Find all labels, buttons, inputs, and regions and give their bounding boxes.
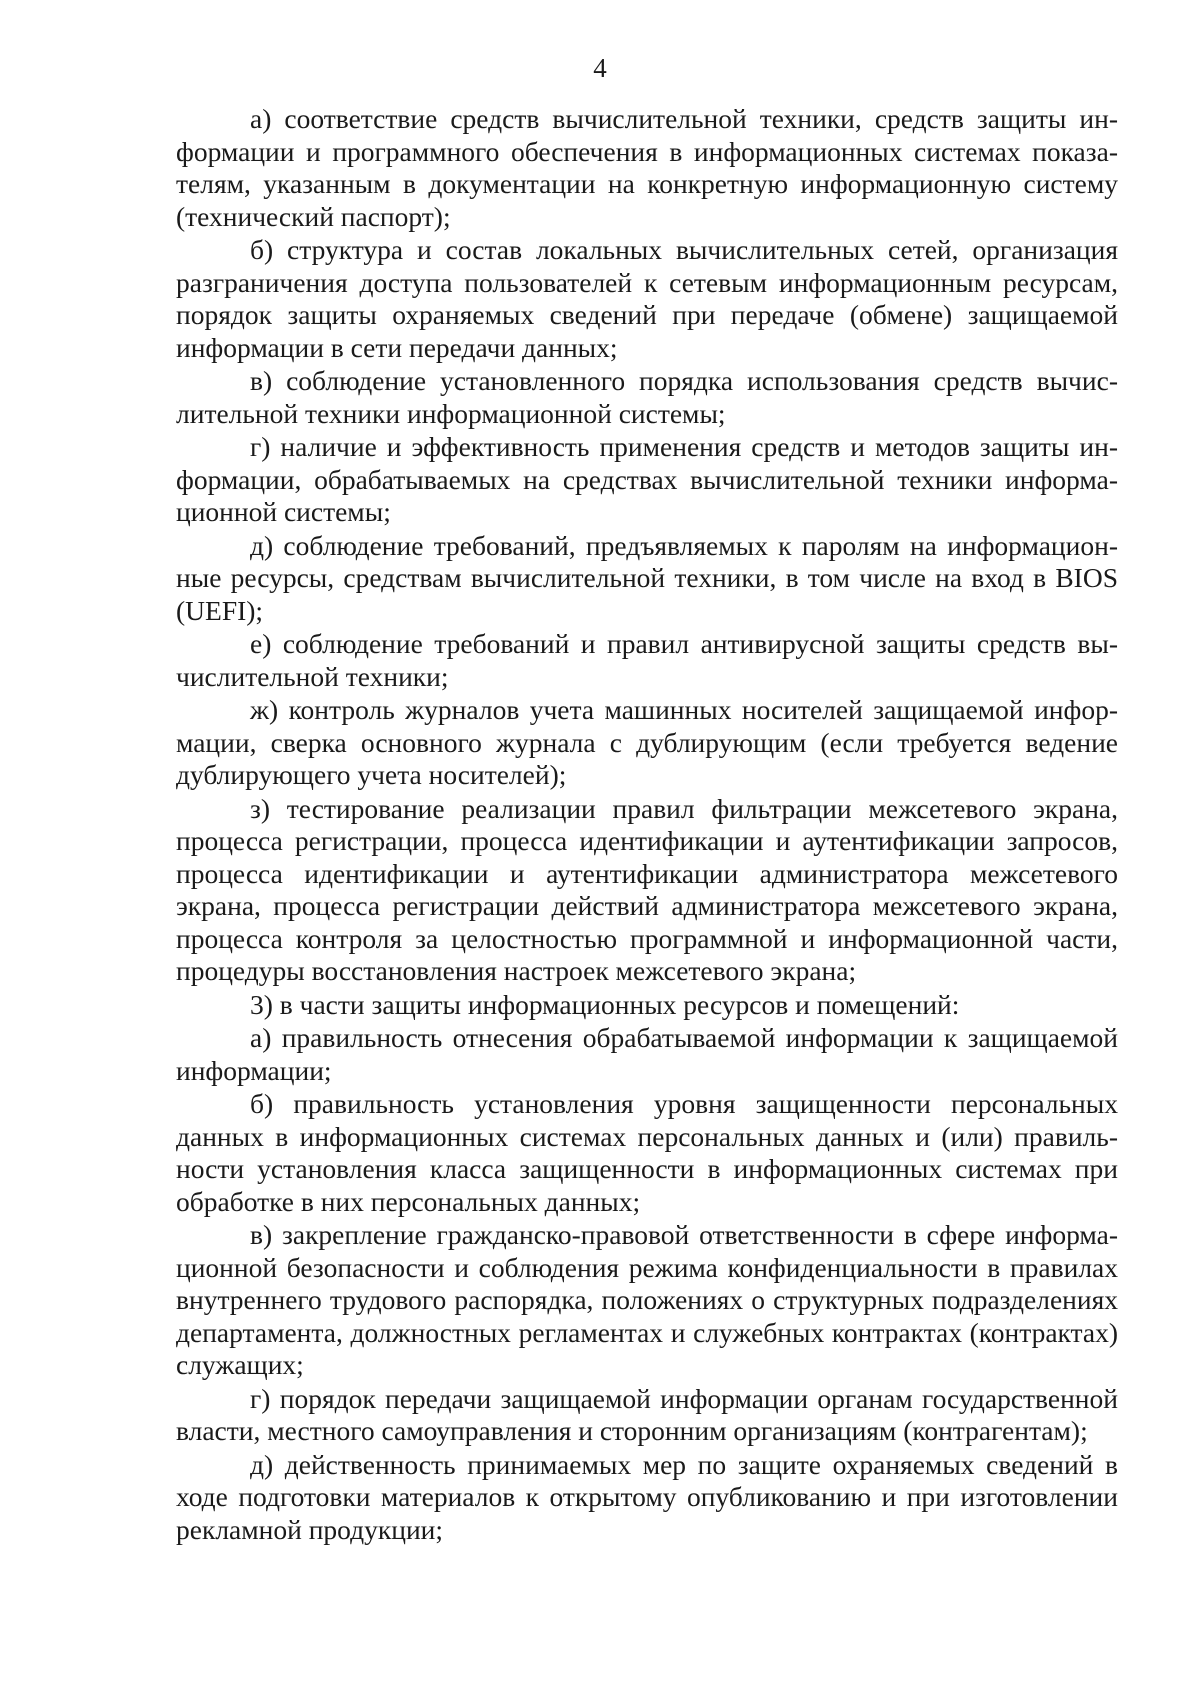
paragraph-item-e: е) соблюдение требований и правил антивирусной защиты средств вычислительной техники; <box>176 628 1118 692</box>
document-body <box>176 103 1118 1547</box>
paragraph-item-3v: в) закрепление гражданско-правовой ответственности в сфере информационной безопасности и соблюдения режима конфиденциальности в правилах внутреннего трудового распорядка, положениях о структурных подразделениях департамента, должностных регламентах и служебных контрактах (контрактах) служащих; <box>176 1219 1118 1380</box>
paragraph-item-3d: д) действенность принимаемых мер по защите охраняемых сведений в ходе подготовки материалов к открытому опубликованию и при изготовлении рекламной продукции; <box>176 1448 1118 1545</box>
paragraph-item-3g: г) порядок передачи защищаемой информации органам государственной власти, местного самоуправления и сторонним организациям (контрагентам); <box>176 1382 1118 1446</box>
paragraph-item-g: г) наличие и эффективность применения средств и методов защиты информации, обрабатываемых на средствах вычислительной техники информационной системы; <box>176 431 1118 527</box>
paragraph-item-z: з) тестирование реализации правил фильтрации межсетевого экрана, процесса регистрации, процесса идентификации и аутентификации запросов, процесса идентификации и аутентификации администратора межсетевого экрана, процесса регистрации действий администратора межсетевого экрана, процесса контроля за целостностью программной и информационной части, процедуры восстановления настроек межсетевого экрана; <box>176 792 1118 986</box>
paragraph-item-d: д) соблюдение требований, предъявляемых к паролям на информационные ресурсы, средствам вычислительной техники, в том числе на вход в BIOS (UEFI); <box>176 529 1118 626</box>
paragraph-item-3a: а) правильность отнесения обрабатываемой информации к защищаемой информации; <box>176 1022 1118 1086</box>
paragraph-item-a: а) соответствие средств вычислительной техники, средств защиты информации и программного обеспечения в информационных системах показателям, указанным в документации на конкретную информационную систему (технический паспорт); <box>176 103 1118 232</box>
section-heading-3: 3) в части защиты информационных ресурсов и помещений: <box>250 988 960 1020</box>
paragraph-item-zh: ж) контроль журналов учета машинных носителей защищаемой информации, сверка основного журнала с дублирующим (если требуется ведение дублирующего учета носителей); <box>176 694 1118 790</box>
paragraph-item-v: в) соблюдение установленного порядка использования средств вычислительной техники информационной системы; <box>176 365 1118 429</box>
paragraph-item-b: б) структура и состав локальных вычислительных сетей, организация разграничения доступа пользователей к сетевым информационным ресурсам, порядок защиты охраняемых сведений при передаче (обмене) защищаемой информации в сети передачи данных; <box>176 234 1118 363</box>
page-number: 4 <box>593 53 607 83</box>
paragraph-item-3b: б) правильность установления уровня защищенности персональных данных в информационных системах персональных данных и (или) правильности установления класса защищенности в информационных системах при обработке в них персональных данных; <box>176 1088 1118 1217</box>
